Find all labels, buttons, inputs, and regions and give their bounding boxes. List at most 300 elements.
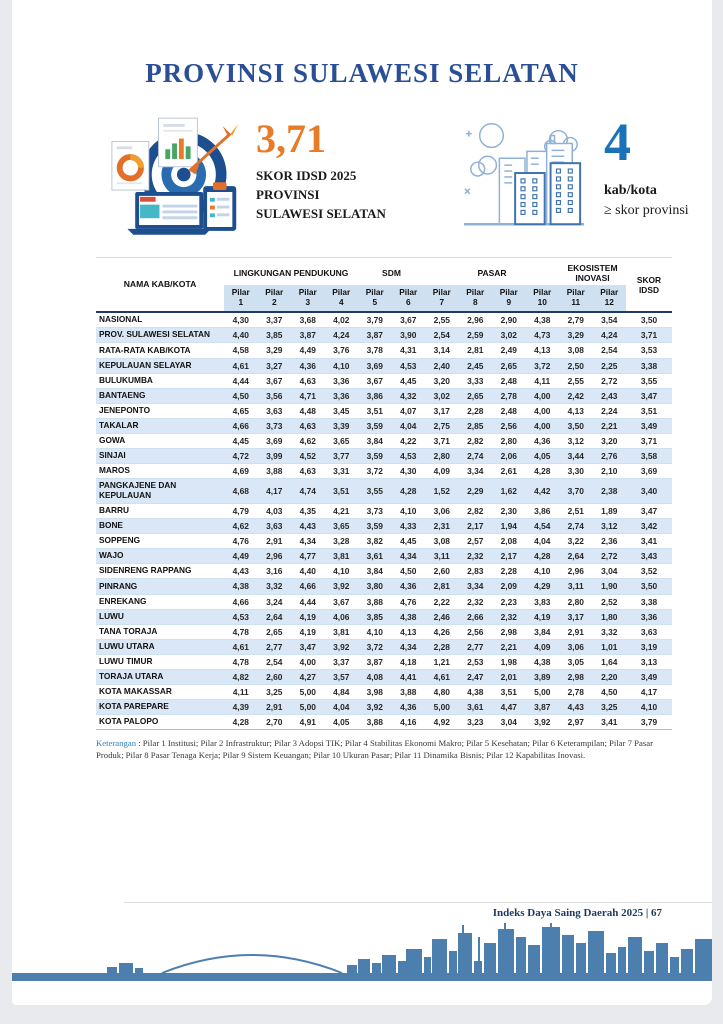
pilar-value-cell: 2,20 xyxy=(593,669,627,684)
pilar-value-cell: 4,08 xyxy=(358,669,392,684)
pilar-value-cell: 4,72 xyxy=(224,448,258,463)
pilar-value-cell: 3,83 xyxy=(526,594,560,609)
pilar-value-cell: 4,80 xyxy=(425,684,459,699)
row-name-cell: GOWA xyxy=(96,433,224,448)
pilar-value-cell: 2,80 xyxy=(559,594,593,609)
pilar-value-cell: 2,49 xyxy=(492,343,526,358)
pilar-value-cell: 5,00 xyxy=(291,684,325,699)
pilar-value-cell: 2,46 xyxy=(425,609,459,624)
pilar-value-cell: 4,63 xyxy=(291,373,325,388)
city-buildings-illustration xyxy=(460,113,588,235)
pilar-value-cell: 3,84 xyxy=(526,624,560,639)
pilar-value-cell: 3,84 xyxy=(358,564,392,579)
pilar-value-cell: 2,60 xyxy=(425,564,459,579)
pilar-value-cell: 2,36 xyxy=(593,534,627,549)
pilar-value-cell: 4,10 xyxy=(325,358,359,373)
row-name-cell: LUWU TIMUR xyxy=(96,654,224,669)
pilar-value-cell: 3,71 xyxy=(425,433,459,448)
row-name-cell: PINRANG xyxy=(96,579,224,594)
table-row xyxy=(96,418,672,433)
pilar-value-cell: 3,25 xyxy=(258,684,292,699)
pilar-value-cell: 3,92 xyxy=(526,715,560,730)
pilar-value-cell: 2,24 xyxy=(593,403,627,418)
pilar-value-cell: 4,73 xyxy=(526,328,560,343)
pilar-value-cell: 4,69 xyxy=(224,464,258,479)
pilar-value-cell: 3,17 xyxy=(559,609,593,624)
pilar-value-cell: 4,19 xyxy=(526,609,560,624)
pilar-value-cell: 4,35 xyxy=(291,504,325,519)
table-row xyxy=(96,312,672,328)
kab-kota-count-value: 4 xyxy=(604,112,631,172)
pilar-value-cell: 3,05 xyxy=(559,654,593,669)
pilar-value-cell: 4,11 xyxy=(526,373,560,388)
pilar-value-cell: 4,06 xyxy=(325,609,359,624)
pilar-value-cell: 3,45 xyxy=(325,403,359,418)
pilar-value-cell: 3,31 xyxy=(325,464,359,479)
pilar-value-cell: 2,42 xyxy=(559,388,593,403)
pilar-value-cell: 4,77 xyxy=(291,549,325,564)
pilar-value-cell: 4,61 xyxy=(224,358,258,373)
pilar-value-cell: 1,98 xyxy=(492,654,526,669)
pilar-value-cell: 2,65 xyxy=(492,358,526,373)
pilar-value-cell: 3,90 xyxy=(392,328,426,343)
pilar-value-cell: 4,78 xyxy=(224,654,258,669)
pilar-value-cell: 2,96 xyxy=(559,564,593,579)
skor-cell: 4,10 xyxy=(626,700,672,715)
row-name-cell: SOPPENG xyxy=(96,534,224,549)
pilar-value-cell: 2,72 xyxy=(593,549,627,564)
pilar-value-cell: 2,65 xyxy=(258,624,292,639)
pilar-value-cell: 3,04 xyxy=(492,715,526,730)
row-name-cell: TORAJA UTARA xyxy=(96,669,224,684)
pilar-value-cell: 3,80 xyxy=(358,579,392,594)
row-name-cell: LUWU xyxy=(96,609,224,624)
pilar-value-cell: 4,29 xyxy=(526,579,560,594)
pilar-value-cell: 3,61 xyxy=(459,700,493,715)
pilar-value-cell: 4,10 xyxy=(358,624,392,639)
pilar-value-cell: 3,29 xyxy=(258,343,292,358)
pilar-value-cell: 3,12 xyxy=(559,433,593,448)
skor-cell: 3,63 xyxy=(626,624,672,639)
footer-page-label: Indeks Daya Saing Daerah 2025 | 67 xyxy=(492,907,662,919)
table-row xyxy=(96,715,672,730)
pilar-value-cell: 3,73 xyxy=(358,504,392,519)
pilar-value-cell: 2,43 xyxy=(593,388,627,403)
pilar-value-cell: 2,51 xyxy=(559,504,593,519)
row-name-cell: PROV. SULAWESI SELATAN xyxy=(96,328,224,343)
pilar-value-cell: 3,76 xyxy=(325,343,359,358)
pilar-value-cell: 3,81 xyxy=(325,549,359,564)
bar-chart-doc-icon xyxy=(159,118,198,167)
pilar-value-cell: 3,23 xyxy=(459,715,493,730)
skor-cell: 3,49 xyxy=(626,418,672,433)
pilar-value-cell: 4,09 xyxy=(425,464,459,479)
table-row xyxy=(96,388,672,403)
pilar-value-cell: 3,28 xyxy=(325,534,359,549)
pilar-header: Pilar 4 xyxy=(325,285,359,312)
pilar-value-cell: 3,88 xyxy=(392,684,426,699)
pilar-value-cell: 4,61 xyxy=(425,669,459,684)
pilar-value-cell: 3,87 xyxy=(291,328,325,343)
pilar-value-cell: 4,45 xyxy=(392,373,426,388)
pilar-value-cell: 4,38 xyxy=(526,654,560,669)
pilar-value-cell: 3,69 xyxy=(358,358,392,373)
skor-cell: 3,19 xyxy=(626,639,672,654)
table-row xyxy=(96,639,672,654)
table-row xyxy=(96,479,672,504)
pilar-value-cell: 3,51 xyxy=(492,684,526,699)
pilar-value-cell: 4,30 xyxy=(392,464,426,479)
pilar-value-cell: 4,10 xyxy=(325,564,359,579)
pilar-value-cell: 4,09 xyxy=(526,639,560,654)
row-name-cell: MAROS xyxy=(96,464,224,479)
pilar-header: Pilar 12 xyxy=(593,285,627,312)
pilar-value-cell: 2,45 xyxy=(459,358,493,373)
row-name-cell: LUWU UTARA xyxy=(96,639,224,654)
pilar-value-cell: 4,47 xyxy=(492,700,526,715)
pilar-value-cell: 2,78 xyxy=(492,388,526,403)
skor-cell: 3,40 xyxy=(626,479,672,504)
pilar-value-cell: 3,41 xyxy=(593,715,627,730)
pilar-value-cell: 4,33 xyxy=(392,519,426,534)
donut-chart-doc-icon xyxy=(112,141,149,190)
table-row xyxy=(96,358,672,373)
idsd-score-block xyxy=(256,116,416,224)
row-name-cell: SIDENRENG RAPPANG xyxy=(96,564,224,579)
pilar-value-cell: 2,91 xyxy=(258,534,292,549)
pilar-value-cell: 3,20 xyxy=(425,373,459,388)
pilar-value-cell: 4,42 xyxy=(526,479,560,504)
pilar-value-cell: 3,57 xyxy=(325,669,359,684)
table-row xyxy=(96,519,672,534)
pilar-value-cell: 4,24 xyxy=(593,328,627,343)
pilar-value-cell: 4,31 xyxy=(392,343,426,358)
pilar-header: Pilar 8 xyxy=(459,285,493,312)
pilar-value-cell: 4,62 xyxy=(224,519,258,534)
pilar-value-cell: 3,86 xyxy=(358,388,392,403)
pilar-value-cell: 2,74 xyxy=(459,448,493,463)
skor-cell: 3,71 xyxy=(626,433,672,448)
idsd-score-caption: SKOR IDSD 2025 PROVINSI SULAWESI SELATAN xyxy=(256,168,386,221)
pilar-value-cell: 4,19 xyxy=(291,609,325,624)
table-row xyxy=(96,594,672,609)
pilar-value-cell: 3,20 xyxy=(593,433,627,448)
pilar-value-cell: 5,00 xyxy=(526,684,560,699)
pilar-value-cell: 4,34 xyxy=(392,639,426,654)
pilar-value-cell: 4,00 xyxy=(526,388,560,403)
pilar-value-cell: 4,36 xyxy=(392,579,426,594)
pilar-value-cell: 2,78 xyxy=(559,684,593,699)
pilar-value-cell: 4,71 xyxy=(291,388,325,403)
pilar-value-cell: 2,17 xyxy=(492,549,526,564)
pilar-value-cell: 3,17 xyxy=(425,403,459,418)
pilar-value-cell: 4,18 xyxy=(392,654,426,669)
pilar-value-cell: 4,66 xyxy=(291,579,325,594)
pilar-value-cell: 4,38 xyxy=(526,312,560,328)
pilar-value-cell: 2,90 xyxy=(492,312,526,328)
clipboard-icon xyxy=(203,182,236,231)
table-row xyxy=(96,448,672,463)
pilar-value-cell: 4,52 xyxy=(291,448,325,463)
pilar-value-cell: 4,21 xyxy=(325,504,359,519)
pilar-value-cell: 2,56 xyxy=(492,418,526,433)
pilar-value-cell: 2,64 xyxy=(559,549,593,564)
pilar-value-cell: 4,11 xyxy=(224,684,258,699)
pilar-value-cell: 2,96 xyxy=(459,312,493,328)
pilar-value-cell: 2,22 xyxy=(425,594,459,609)
pilar-value-cell: 4,36 xyxy=(526,433,560,448)
pilar-value-cell: 3,04 xyxy=(593,564,627,579)
pilar-value-cell: 3,06 xyxy=(559,639,593,654)
pilar-value-cell: 3,72 xyxy=(358,464,392,479)
pilar-value-cell: 4,36 xyxy=(291,358,325,373)
pilar-header: Pilar 1 xyxy=(224,285,258,312)
pilar-value-cell: 2,98 xyxy=(559,669,593,684)
pilar-value-cell: 2,21 xyxy=(492,639,526,654)
pilar-value-cell: 2,97 xyxy=(559,715,593,730)
skor-cell: 3,38 xyxy=(626,358,672,373)
pilar-value-cell: 3,65 xyxy=(325,519,359,534)
pilar-value-cell: 3,85 xyxy=(258,328,292,343)
pilar-value-cell: 3,86 xyxy=(526,504,560,519)
pilar-value-cell: 2,25 xyxy=(593,358,627,373)
pilar-value-cell: 4,63 xyxy=(291,418,325,433)
pilar-value-cell: 3,50 xyxy=(559,418,593,433)
table-row xyxy=(96,654,672,669)
pilar-value-cell: 4,38 xyxy=(392,609,426,624)
pilar-value-cell: 2,77 xyxy=(459,639,493,654)
skor-cell: 3,53 xyxy=(626,343,672,358)
pilar-value-cell: 2,28 xyxy=(492,564,526,579)
pilar-value-cell: 3,32 xyxy=(258,579,292,594)
row-name-cell: SINJAI xyxy=(96,448,224,463)
pilar-value-cell: 4,45 xyxy=(392,534,426,549)
pilar-header: Pilar 9 xyxy=(492,285,526,312)
name-column-header: NAMA KAB/KOTA xyxy=(96,258,224,313)
pilar-value-cell: 2,91 xyxy=(258,700,292,715)
pilar-value-cell: 2,52 xyxy=(593,594,627,609)
skor-cell: 3,52 xyxy=(626,564,672,579)
pilar-value-cell: 3,36 xyxy=(325,388,359,403)
pilar-header: Pilar 7 xyxy=(425,285,459,312)
pilar-value-cell: 3,55 xyxy=(358,479,392,504)
pilar-value-cell: 4,50 xyxy=(392,564,426,579)
pilar-value-cell: 4,43 xyxy=(291,519,325,534)
pilar-value-cell: 4,13 xyxy=(526,343,560,358)
pilar-value-cell: 2,80 xyxy=(492,433,526,448)
pilar-value-cell: 3,59 xyxy=(358,519,392,534)
group-header: SDM xyxy=(382,268,401,279)
table-row xyxy=(96,609,672,624)
pilar-value-cell: 2,30 xyxy=(492,504,526,519)
pilar-value-cell: 2,98 xyxy=(492,624,526,639)
pilar-value-cell: 4,38 xyxy=(224,579,258,594)
row-name-cell: PANGKAJENE DAN KEPULAUAN xyxy=(96,479,224,504)
summary-strip xyxy=(108,113,712,241)
pilar-value-cell: 2,32 xyxy=(459,594,493,609)
row-name-cell: KOTA MAKASSAR xyxy=(96,684,224,699)
table-row xyxy=(96,564,672,579)
table-row xyxy=(96,684,672,699)
pilar-value-cell: 3,36 xyxy=(325,373,359,388)
pilar-value-cell: 4,49 xyxy=(291,343,325,358)
pilar-value-cell: 4,53 xyxy=(392,448,426,463)
idsd-table xyxy=(96,257,672,730)
target-analytics-illustration xyxy=(108,113,244,237)
pilar-value-cell: 4,84 xyxy=(325,684,359,699)
pilar-value-cell: 2,57 xyxy=(459,534,493,549)
pilar-value-cell: 2,23 xyxy=(492,594,526,609)
pilar-value-cell: 2,72 xyxy=(593,373,627,388)
pilar-value-cell: 4,03 xyxy=(258,504,292,519)
pilar-value-cell: 4,04 xyxy=(325,700,359,715)
pilar-value-cell: 2,50 xyxy=(559,358,593,373)
pilar-value-cell: 4,27 xyxy=(291,669,325,684)
pilar-value-cell: 3,67 xyxy=(258,373,292,388)
pilar-value-cell: 3,16 xyxy=(258,564,292,579)
pilar-value-cell: 4,50 xyxy=(593,684,627,699)
pilar-value-cell: 4,36 xyxy=(392,700,426,715)
pilar-value-cell: 4,79 xyxy=(224,504,258,519)
pilar-value-cell: 2,66 xyxy=(459,609,493,624)
pilar-header: Pilar 11 xyxy=(559,285,593,312)
pilar-value-cell: 4,00 xyxy=(291,654,325,669)
pilar-value-cell: 3,98 xyxy=(358,684,392,699)
pilar-value-cell: 3,72 xyxy=(526,358,560,373)
group-header: PASAR xyxy=(477,268,507,279)
pilar-value-cell: 3,88 xyxy=(358,594,392,609)
pilar-value-cell: 3,33 xyxy=(459,373,493,388)
pilar-value-cell: 4,76 xyxy=(224,534,258,549)
skor-cell: 3,47 xyxy=(626,504,672,519)
pilar-value-cell: 4,40 xyxy=(291,564,325,579)
city-skyline-graphic xyxy=(12,923,712,987)
pilar-value-cell: 3,67 xyxy=(392,312,426,328)
pilar-value-cell: 1,01 xyxy=(593,639,627,654)
pilar-value-cell: 3,92 xyxy=(325,639,359,654)
keterangan-note xyxy=(96,737,674,761)
pilar-value-cell: 1,90 xyxy=(593,579,627,594)
pilar-value-cell: 4,43 xyxy=(224,564,258,579)
group-header: EKOSISTEM INOVASI xyxy=(567,263,618,284)
skor-cell: 3,55 xyxy=(626,373,672,388)
pilar-value-cell: 3,11 xyxy=(425,549,459,564)
table-row xyxy=(96,534,672,549)
pilar-value-cell: 3,79 xyxy=(358,312,392,328)
pilar-value-cell: 3,88 xyxy=(258,464,292,479)
row-name-cell: TAKALAR xyxy=(96,418,224,433)
pilar-header: Pilar 6 xyxy=(392,285,426,312)
pilar-value-cell: 3,70 xyxy=(559,479,593,504)
skor-cell: 3,49 xyxy=(626,669,672,684)
table-row xyxy=(96,464,672,479)
table-row xyxy=(96,549,672,564)
pilar-value-cell: 4,05 xyxy=(526,448,560,463)
pilar-value-cell: 2,09 xyxy=(492,579,526,594)
row-name-cell: NASIONAL xyxy=(96,312,224,328)
pilar-value-cell: 4,07 xyxy=(392,403,426,418)
pilar-value-cell: 3,27 xyxy=(258,358,292,373)
pilar-value-cell: 2,60 xyxy=(258,669,292,684)
table-row xyxy=(96,669,672,684)
skor-cell: 3,47 xyxy=(626,388,672,403)
pilar-value-cell: 4,24 xyxy=(325,328,359,343)
pilar-value-cell: 3,73 xyxy=(258,418,292,433)
pilar-value-cell: 2,74 xyxy=(559,519,593,534)
pilar-value-cell: 2,21 xyxy=(593,418,627,433)
skor-cell: 3,13 xyxy=(626,654,672,669)
pilar-value-cell: 3,59 xyxy=(358,448,392,463)
table-row xyxy=(96,504,672,519)
skor-cell: 3,51 xyxy=(626,403,672,418)
pilar-value-cell: 2,91 xyxy=(559,624,593,639)
pilar-value-cell: 3,51 xyxy=(358,403,392,418)
pilar-value-cell: 2,65 xyxy=(459,388,493,403)
pilar-value-cell: 2,61 xyxy=(492,464,526,479)
pilar-value-cell: 4,10 xyxy=(526,564,560,579)
pilar-value-cell: 3,06 xyxy=(425,504,459,519)
table-row xyxy=(96,433,672,448)
pilar-value-cell: 2,10 xyxy=(593,464,627,479)
pilar-value-cell: 2,54 xyxy=(593,343,627,358)
pilar-value-cell: 3,68 xyxy=(291,312,325,328)
pilar-value-cell: 4,53 xyxy=(224,609,258,624)
pilar-value-cell: 3,63 xyxy=(258,403,292,418)
pilar-value-cell: 3,25 xyxy=(593,700,627,715)
laptop-icon xyxy=(127,192,211,235)
pilar-value-cell: 4,28 xyxy=(526,464,560,479)
pilar-value-cell: 2,55 xyxy=(425,312,459,328)
pilar-value-cell: 1,21 xyxy=(425,654,459,669)
pilar-value-cell: 4,28 xyxy=(224,715,258,730)
pilar-value-cell: 4,17 xyxy=(258,479,292,504)
pilar-value-cell: 3,32 xyxy=(593,624,627,639)
pilar-value-cell: 2,29 xyxy=(459,479,493,504)
pilar-value-cell: 3,99 xyxy=(258,448,292,463)
skor-cell: 3,43 xyxy=(626,549,672,564)
pilar-value-cell: 3,92 xyxy=(358,700,392,715)
skor-cell: 3,38 xyxy=(626,594,672,609)
pilar-value-cell: 3,54 xyxy=(593,312,627,328)
table-row xyxy=(96,373,672,388)
pilar-value-cell: 3,37 xyxy=(325,654,359,669)
pilar-value-cell: 2,81 xyxy=(425,579,459,594)
skor-cell: 3,58 xyxy=(626,448,672,463)
table-row xyxy=(96,700,672,715)
keterangan-label: Keterangan xyxy=(96,738,137,749)
pilar-value-cell: 3,81 xyxy=(325,624,359,639)
pilar-value-cell: 5,00 xyxy=(291,700,325,715)
skor-cell: 3,41 xyxy=(626,534,672,549)
row-name-cell: BANTAENG xyxy=(96,388,224,403)
pilar-value-cell: 2,28 xyxy=(459,403,493,418)
pilar-value-cell: 2,96 xyxy=(258,549,292,564)
pilar-value-cell: 3,14 xyxy=(425,343,459,358)
pilar-value-cell: 3,77 xyxy=(325,448,359,463)
pilar-value-cell: 4,05 xyxy=(325,715,359,730)
pilar-value-cell: 4,53 xyxy=(392,358,426,373)
pilar-value-cell: 2,70 xyxy=(258,715,292,730)
pilar-value-cell: 3,29 xyxy=(559,328,593,343)
pilar-value-cell: 4,45 xyxy=(224,433,258,448)
pilar-value-cell: 2,48 xyxy=(492,403,526,418)
row-name-cell: ENREKANG xyxy=(96,594,224,609)
pilar-value-cell: 4,16 xyxy=(392,715,426,730)
pilar-value-cell: 3,02 xyxy=(492,328,526,343)
skor-cell: 3,50 xyxy=(626,312,672,328)
pilar-value-cell: 3,89 xyxy=(526,669,560,684)
pilar-value-cell: 4,28 xyxy=(392,479,426,504)
